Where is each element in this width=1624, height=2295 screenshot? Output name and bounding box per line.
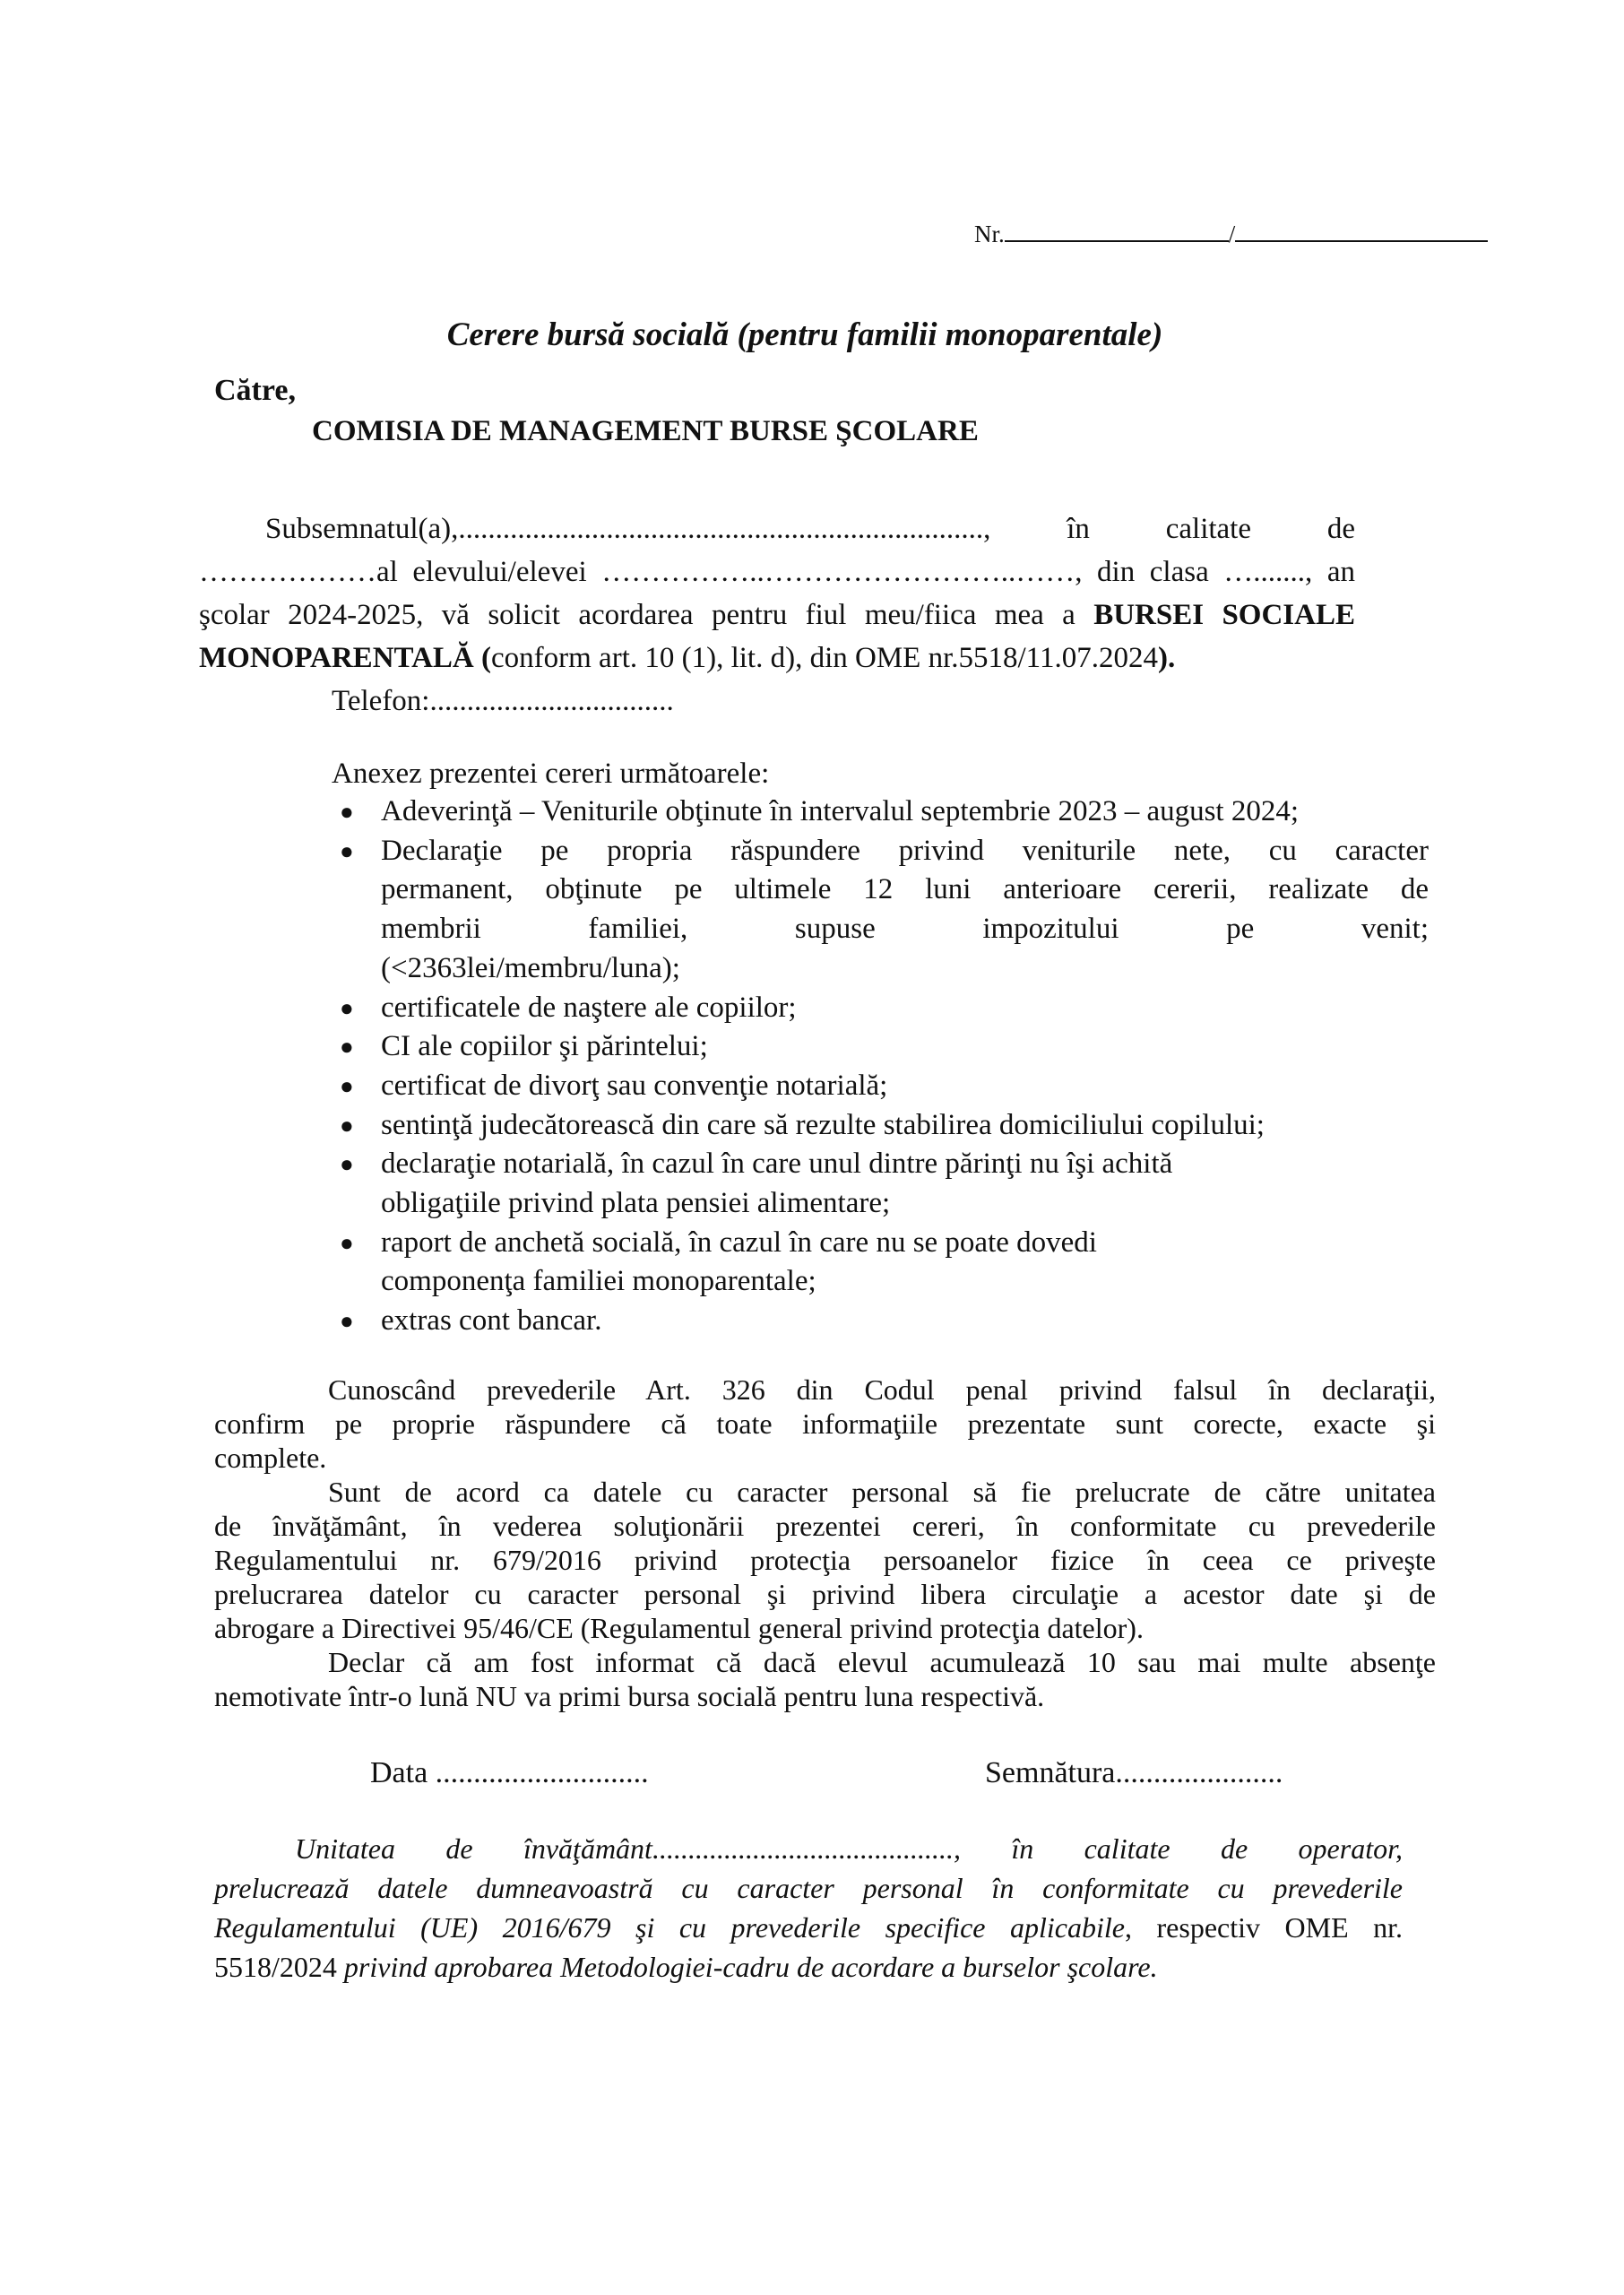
annex-item-line: componenţa familiei monoparentale; (381, 1265, 816, 1298)
annex-item (340, 1145, 1429, 1223)
declaration-line: Declar că am fost informat că dacă elevul acumulează 10 sau mai multe absenţe (328, 1646, 1436, 1678)
annex-item (340, 1106, 1429, 1146)
text-segment: Unitatea de învăţământ.........................................., în calitate de operator, (295, 1832, 1403, 1865)
date-field: Data ............................ (370, 1756, 649, 1789)
annex-item-line: declaraţie notarială, în cazul în care unul dintre părinţi nu îşi achită (381, 1148, 1173, 1181)
bullet-icon: ● (340, 1072, 354, 1099)
bullet-icon: ● (340, 837, 354, 864)
text-line (214, 1868, 1403, 1908)
text-segment: Regulamentului (UE) 2016/679 şi cu prevederile specifice aplicabile (214, 1911, 1125, 1944)
annex-item-line: obligaţiile privind plata pensiei alimentare; (381, 1187, 891, 1220)
bullet-icon: ● (340, 994, 354, 1021)
declarations-paragraph (214, 1373, 1436, 1713)
signature-row (0, 1752, 1624, 1795)
text-line (214, 1947, 1403, 1987)
annex-item-line: Adeverinţă – Veniturile obţinute în intervalul septembrie 2023 – august 2024; (381, 795, 1300, 827)
bullet-icon: ● (340, 1308, 354, 1335)
text-line (199, 550, 1355, 593)
signature-field: Semnătura...................... (985, 1756, 1283, 1789)
text-segment: , respectiv OME nr. (1125, 1911, 1404, 1944)
text-segment: ………………al elevului/elevei ……………..……………………..……, din clasa …......., an (199, 556, 1355, 588)
bullet-icon: ● (340, 1151, 354, 1178)
annex-list (340, 792, 1429, 1341)
text-segment: 5518/2024 (214, 1951, 337, 1983)
text-line (214, 1908, 1403, 1947)
bullet-icon: ● (340, 799, 354, 825)
annex-item (340, 1067, 1429, 1106)
text-line (199, 593, 1355, 637)
declaration-line: confirm pe proprie răspundere că toate informaţiile prezentate sunt corecte, exacte şi (214, 1407, 1436, 1440)
bullet-icon: ● (340, 1034, 354, 1061)
annex-item (340, 1224, 1429, 1302)
annex-item (340, 989, 1429, 1028)
annex-item (340, 832, 1429, 989)
annex-item-line: raport de anchetă socială, în cazul în care nu se poate dovedi (381, 1225, 1097, 1259)
declaration-line: de învăţământ, în vederea soluţionării prezentei cereri, în conformitate cu prevederile (214, 1510, 1436, 1542)
declaration-line: abrogare a Directivei 95/46/CE (Regulamentul general privind protecţia datelor). (214, 1612, 1144, 1644)
request-paragraph (199, 507, 1355, 723)
date-blank-field (1235, 217, 1488, 242)
text-segment: MONOPARENTALĂ ( (199, 642, 492, 674)
annex-item-line: certificatele de naştere ale copiilor; (381, 991, 797, 1024)
annex-item-line: (<2363lei/membru/luna); (381, 951, 680, 984)
bullet-icon: ● (340, 1112, 354, 1139)
addressee-to: Către, (214, 374, 296, 407)
text-segment: privind aprobarea Metodologiei-cadru de acordare a burselor şcolare. (336, 1951, 1158, 1983)
text-segment: şcolar 2024-2025, vă solicit acordarea pentru fiul meu/fiica mea a (199, 599, 1094, 631)
declaration-line: Cunoscând prevederile Art. 326 din Codul penal privind falsul în declaraţii, (328, 1373, 1436, 1406)
annex-item-line: sentinţă judecătorească din care să rezulte stabilirea domiciliului copilului; (381, 1108, 1265, 1141)
text-line (199, 637, 1355, 680)
annex-item-line: permanent, obţinute pe ultimele 12 luni anterioare cererii, realizate de (381, 873, 1429, 906)
annex-item-line: extras cont bancar. (381, 1304, 602, 1338)
declaration-line: Sunt de acord ca datele cu caracter personal să fie prelucrate de către unitatea (328, 1476, 1436, 1508)
document-title: Cerere bursă socială (pentru familii monoparentale) (446, 316, 1163, 353)
nr-separator: / (1228, 221, 1236, 247)
gdpr-notice (214, 1829, 1403, 1987)
nr-blank-field (1005, 217, 1229, 242)
text-segment: conform art. 10 (1), lit. d), din OME nr.5518/11.07.2024 (491, 642, 1158, 674)
annex-item (340, 1027, 1429, 1067)
declaration-line: nemotivate într-o lună NU va primi bursa socială pentru luna respectivă. (214, 1680, 1045, 1712)
annex-item-line: Declaraţie pe propria răspundere privind veniturile nete, cu caracter (381, 834, 1429, 867)
text-segment: prelucrează datele dumneavoastră cu caracter personal în conformitate cu prevederile (214, 1872, 1403, 1904)
bullet-icon: ● (340, 1229, 354, 1256)
declaration-line: complete. (214, 1442, 327, 1474)
text-segment: Telefon:................................. (332, 685, 674, 717)
text-segment: Subsemnatul(a),......................................................................., în calitate de (265, 513, 1355, 545)
annex-intro: Anexez prezentei cereri următoarele: (332, 758, 770, 790)
text-segment: BURSEI SOCIALE (1093, 599, 1355, 631)
declaration-line: Regulamentului nr. 679/2016 privind protecţia persoanelor fizice în ceea ce priveşte (214, 1544, 1436, 1576)
annex-item (340, 792, 1429, 832)
nr-label: Nr. (974, 221, 1005, 247)
annex-item-line: certificat de divorţ sau convenţie notarială; (381, 1069, 888, 1102)
text-line (199, 507, 1355, 550)
registration-number (974, 217, 1488, 250)
annex-item-line: membrii familiei, supuse impozitului pe venit; (381, 913, 1429, 946)
addressee-commission: COMISIA DE MANAGEMENT BURSE ŞCOLARE (312, 415, 979, 447)
declaration-line: prelucrarea datelor cu caracter personal şi privind libera circulaţie a acestor date şi de (214, 1578, 1436, 1610)
annex-item (340, 1302, 1429, 1341)
text-segment: ). (1157, 642, 1176, 674)
annex-item-line: CI ale copiilor şi părintelui; (381, 1030, 708, 1063)
text-line (214, 1829, 1403, 1868)
text-line (199, 680, 1355, 723)
